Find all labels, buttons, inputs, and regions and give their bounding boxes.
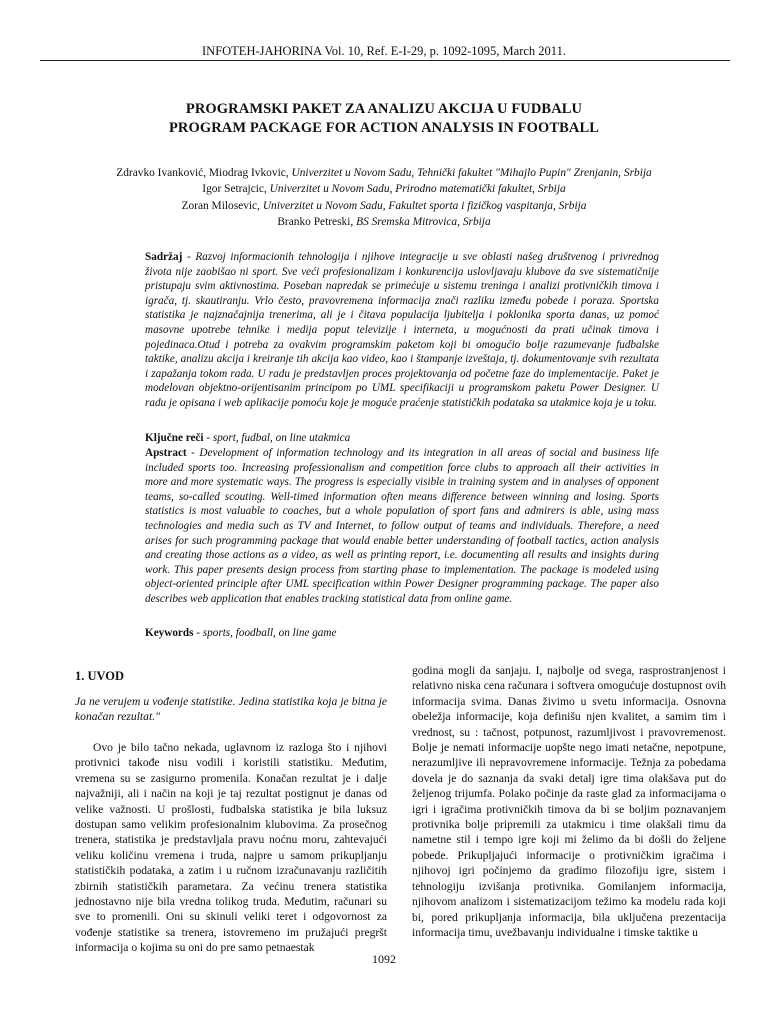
author-names: Zoran Milosevic, — [181, 199, 263, 212]
keywords-english — [145, 626, 659, 641]
author-names: Branko Petreski, — [277, 216, 357, 229]
author-line-2 — [40, 181, 728, 197]
intro-paragraph-right: godina mogli da sanjaju. I, najbolje od svega, rasprostranjenost i relativno niska cena računara i softvera omogućuje dostupnost ovih informacija svima. Danas živimo u svetu informacija. Osnovna obeležja informacije, koja definišu njen kvalitet, a samim tim i vrednost, su : tačnost, potpunost, razumljivost i pravovremenost. Bolje je nemati informacije uopšte nego imati netačne, nepotpune, nerazumljive ili nepravovremene informacije. Težnja za pobedama dovela je do saznanja da svaki detalj igre tima olakšava put do željenog trijumfa. Polako počinje da raste glad za informacijama o igri i igračima protivničkih timova da bi se boljim poznavanjem protivnika bolje pripremili za utakmicu i time olakšali timu da nametne stil i tempo igre koji mi želimo da bi došli do željene pobede. Prikupljajući informacije o protivničkim igračima i njihovoj igri počinjemo da gradimo filozofiju igre, sistem i tehnologiju izvišanja protivnika. Gomilanjem informacija, njihovom analizom i sistematizacijom težimo ka modelu rada koji bi, pored prikupljanja informacija, bila uključena prezentacija informacija timu, uvežbavanju individualne i timske taktike u — [412, 664, 726, 939]
author-line-4 — [40, 214, 728, 230]
author-line-1 — [40, 165, 728, 181]
keywords-serbian — [145, 431, 659, 446]
journal-citation: INFOTEH-JAHORINA Vol. 10, Ref. E-I-29, p. 1092-1095, March 2011. — [202, 44, 566, 58]
author-affiliation: Univerzitet u Novom Sadu, Fakultet sporta i fizičkog vaspitanja, Srbija — [262, 199, 587, 212]
author-block — [40, 165, 728, 231]
intro-paragraph-left: Ovo je bilo tačno nekada, uglavnom iz razloga što i njihovi protivnici takođe nisu vodili i koristili statistiku. Međutim, vremena su se zasigurno promenila. Konačan rezultat je i dalje najvažniji, ali i način na koji je taj rezultat postignut je danas od velike važnosti. U prošlosti, fudbalska statistika je bila luksuz dostupan samo velikim profesionalnim klubovima. Za prosečnog trenera, statistika je predstavljala pravu noćnu moru, zahtevajući veliku količinu vremena i truda, najpre u samom prikupljanju statističkih podataka, a zatim i u ručnom izračunavanju različitih zbirnih statističkih parametara. Za većinu trenera statistika jednostavno nije bila vredna tolikog truda. Međutim, računari su sve to promenili. Oni su skinuli veliki teret i odgovornost za vođenje statistike sa trenera, istovremeno im pružajući pregršt informacija o kojima su oni do pre samo petnaestak — [75, 741, 387, 955]
author-line-3 — [40, 198, 728, 214]
title-english: PROGRAM PACKAGE FOR ACTION ANALYSIS IN FOOTBALL — [168, 120, 600, 136]
author-affiliation: Univerzitet u Novom Sadu, Tehnički fakultet "Mihajlo Pupin" Zrenjanin, Srbija — [291, 167, 652, 179]
abstract-english — [145, 446, 659, 607]
keywords-english-text: - sports, foodball, on line game — [193, 627, 337, 639]
header-rule — [40, 60, 730, 61]
title-serbian: PROGRAMSKI PAKET ZA ANALIZU AKCIJA U FUDBALU — [185, 101, 583, 117]
author-affiliation: Univerzitet u Novom Sadu, Prirodno matematički fakultet, Srbija — [269, 183, 566, 196]
abstract-serbian-text: - Razvoj informacionih tehnologija i njihove integracije u sve oblasti našeg društvenog i privrednog života nije zaobišao ni sport. Sve veći profesionalizam i konkurencija uslovljavaju klubove da sve sistematičnije pristupaju svim aktivnostima. Poseban napredak se primećuje u sistemu treninga i analizi protivničkih timova i igrača, tj. skautiranju. Vrlo često, pravovremena informacija znači razliku između pobede i poraza. Sportska statistika je najznačajnija trenerima, ali je i čitava populacija ljubitelja i poklonika sporta danas, uz pomoć masovne upotrebe tehnike i medija poput televizije i interneta, u mogućnosti da prati učinak timova i pojedinaca.Otud i potreba za ovakvim programskim paketom koji bi omogućio bolje razumevanje fudbalske taktike, analizu akcija i kreiranje tih akcija kao video, kao i štampanje izveštaja, tj. dokumentovanje svih rezultata i zapažanja tokom rada. U radu je predstavljen proces projektovanja od početne faze do implementacije. Paket je modelovan objektno-orijentisanim principom po UML specifikaciji u programskom paketu Power Designer. U radu je opisana i web aplikacije pomoću koje je moguće praćenje statističkih podataka sa utakmice koja je u toku. — [145, 251, 659, 409]
section-heading: 1. UVOD — [75, 669, 125, 683]
abstract-serbian-label: Sadržaj — [145, 251, 183, 263]
keywords-serbian-label: Ključne reči — [145, 432, 204, 444]
keywords-english-label: Keywords — [145, 627, 194, 639]
author-names: Zdravko Ivanković, Miodrag Ivkovic, — [116, 167, 292, 179]
abstract-english-label: Apstract — [145, 447, 187, 459]
keywords-serbian-text: - sport, fudbal, on line utakmica — [203, 432, 351, 444]
author-names: Igor Setrajcic, — [202, 183, 270, 196]
author-affiliation: BS Sremska Mitrovica, Srbija — [356, 216, 491, 229]
abstract-serbian — [145, 250, 659, 411]
abstract-english-text: - Development of information technology and its integration in all areas of social and business life included sports too. Increasing professionalism and competition force clubs to approach all their activities in more and more systematic ways. The progress is especially visible in training system and in analyses of opponent teams, so-called scouting. Well-timed information often means difference between winning and losing. Sports statistics is most valuable to coaches, but a whole population of sport fans and admirers is able, using mass technologies and media such as TV and Internet, to follow output of teams and individuals. Therefore, a need arises for such programming package that would enable better understanding of football tactics, action analysis and creating those actions as a video, as well as printing report, i.e. documenting all results and insights during work. This paper presents design process from starting phase to implementation. The package is modeled using object-oriented principle after UML specification within Power Designer programming package. The paper also describes web application that enables tracking statistical data from online game. — [145, 447, 659, 605]
page-number: 1092 — [372, 952, 396, 966]
intro-quote: Ja ne verujem u vođenje statistike. Jedina statistika koja je bitna je konačan rezultat." — [75, 695, 387, 724]
